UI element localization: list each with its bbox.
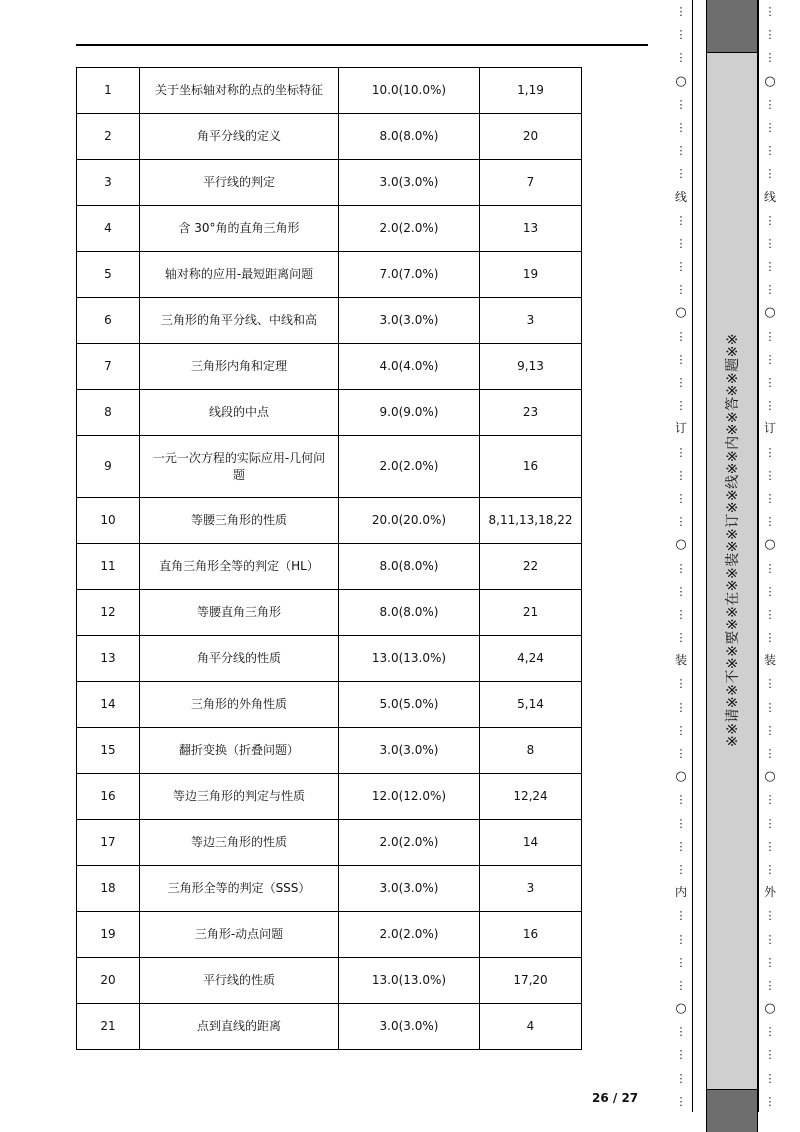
score-cell: 3.0(3.0%)	[339, 298, 480, 344]
row-number-cell: 9	[77, 436, 140, 498]
table-row	[77, 636, 582, 682]
binding-hole-circle: ○	[675, 73, 687, 89]
row-number-cell: 12	[77, 590, 140, 636]
table-row	[77, 820, 582, 866]
table-row	[77, 774, 582, 820]
binding-dot-separator: ⋮	[675, 468, 687, 482]
binding-dot-separator: ⋮	[764, 607, 776, 621]
binding-dot-separator: ⋮	[764, 352, 776, 366]
knowledge-point-cell: 直角三角形全等的判定（HL）	[140, 544, 339, 590]
binding-margin-word: 订	[674, 421, 687, 436]
question-numbers-cell: 23	[480, 390, 582, 436]
score-cell: 9.0(9.0%)	[339, 390, 480, 436]
binding-dot-separator: ⋮	[764, 445, 776, 459]
knowledge-point-cell: 关于坐标轴对称的点的坐标特征	[140, 68, 339, 114]
binding-dot-separator: ⋮	[675, 1025, 687, 1039]
question-numbers-cell: 19	[480, 252, 582, 298]
table-row	[77, 1004, 582, 1050]
binding-dot-separator: ⋮	[675, 445, 687, 459]
score-cell: 3.0(3.0%)	[339, 1004, 480, 1050]
binding-dot-separator: ⋮	[764, 120, 776, 134]
binding-dot-separator: ⋮	[675, 399, 687, 413]
question-numbers-cell: 1,19	[480, 68, 582, 114]
table-row	[77, 866, 582, 912]
question-numbers-cell: 20	[480, 114, 582, 160]
question-numbers-cell: 3	[480, 866, 582, 912]
binding-dot-separator: ⋮	[675, 260, 687, 274]
row-number-cell: 21	[77, 1004, 140, 1050]
binding-dot-separator: ⋮	[675, 28, 687, 42]
binding-dot-separator: ⋮	[764, 5, 776, 18]
row-number-cell: 8	[77, 390, 140, 436]
binding-dot-separator: ⋮	[764, 839, 776, 853]
binding-dot-separator: ⋮	[675, 561, 687, 575]
binding-dot-separator: ⋮	[675, 816, 687, 830]
binding-dot-separator: ⋮	[675, 584, 687, 598]
score-cell: 8.0(8.0%)	[339, 590, 480, 636]
question-numbers-cell: 8	[480, 728, 582, 774]
knowledge-point-cell: 含 30°角的直角三角形	[140, 206, 339, 252]
table-row	[77, 728, 582, 774]
binding-hole-circle: ○	[675, 305, 687, 321]
table-row	[77, 252, 582, 298]
binding-margin-word: 外	[763, 885, 776, 900]
knowledge-point-cell: 平行线的判定	[140, 160, 339, 206]
binding-dot-separator: ⋮	[764, 51, 776, 65]
binding-margin-word: 装	[674, 653, 687, 668]
question-numbers-cell: 4,24	[480, 636, 582, 682]
binding-margin-outer	[758, 0, 781, 1112]
binding-dot-separator: ⋮	[675, 909, 687, 923]
score-cell: 5.0(5.0%)	[339, 682, 480, 728]
score-cell: 12.0(12.0%)	[339, 774, 480, 820]
binding-dot-separator: ⋮	[764, 144, 776, 158]
binding-dot-separator: ⋮	[764, 932, 776, 946]
table-row	[77, 298, 582, 344]
binding-dot-separator: ⋮	[675, 1071, 687, 1085]
binding-dot-separator: ⋮	[764, 515, 776, 529]
row-number-cell: 16	[77, 774, 140, 820]
binding-dot-separator: ⋮	[675, 1094, 687, 1108]
score-cell: 2.0(2.0%)	[339, 436, 480, 498]
table-row	[77, 498, 582, 544]
knowledge-point-cell: 三角形的角平分线、中线和高	[140, 298, 339, 344]
score-cell: 8.0(8.0%)	[339, 114, 480, 160]
binding-dot-separator: ⋮	[675, 932, 687, 946]
knowledge-point-cell: 等边三角形的判定与性质	[140, 774, 339, 820]
row-number-cell: 2	[77, 114, 140, 160]
binding-dot-separator: ⋮	[764, 97, 776, 111]
binding-warning-text: ※※请※※不※※要※※在※※装※※订※※线※※内※※答※※题※※	[725, 332, 741, 748]
row-number-cell: 10	[77, 498, 140, 544]
knowledge-point-cell: 轴对称的应用-最短距离问题	[140, 252, 339, 298]
table-row	[77, 344, 582, 390]
row-number-cell: 11	[77, 544, 140, 590]
binding-hole-circle: ○	[764, 73, 776, 89]
binding-hole-circle: ○	[764, 1001, 776, 1017]
question-numbers-cell: 3	[480, 298, 582, 344]
binding-dot-separator: ⋮	[675, 677, 687, 691]
binding-dot-separator: ⋮	[675, 515, 687, 529]
binding-dot-separator: ⋮	[764, 329, 776, 343]
score-cell: 4.0(4.0%)	[339, 344, 480, 390]
binding-dot-separator: ⋮	[675, 978, 687, 992]
binding-dot-separator: ⋮	[675, 97, 687, 111]
binding-dot-separator: ⋮	[675, 5, 687, 18]
knowledge-point-cell: 角平分线的性质	[140, 636, 339, 682]
binding-dot-separator: ⋮	[764, 978, 776, 992]
binding-hole-circle: ○	[675, 769, 687, 785]
row-number-cell: 14	[77, 682, 140, 728]
score-cell: 2.0(2.0%)	[339, 206, 480, 252]
binding-hole-circle: ○	[675, 537, 687, 553]
binding-dot-separator: ⋮	[764, 793, 776, 807]
binding-dot-separator: ⋮	[764, 584, 776, 598]
question-numbers-cell: 16	[480, 912, 582, 958]
binding-dot-separator: ⋮	[675, 329, 687, 343]
question-numbers-cell: 4	[480, 1004, 582, 1050]
binding-dot-separator: ⋮	[764, 213, 776, 227]
binding-dot-separator: ⋮	[764, 491, 776, 505]
binding-dot-separator: ⋮	[675, 862, 687, 876]
knowledge-point-cell: 一元一次方程的实际应用-几何问题	[140, 436, 339, 498]
binding-margin-word: 订	[763, 421, 776, 436]
question-numbers-cell: 14	[480, 820, 582, 866]
knowledge-point-cell: 三角形-动点问题	[140, 912, 339, 958]
table-row	[77, 206, 582, 252]
score-cell: 8.0(8.0%)	[339, 544, 480, 590]
binding-dot-separator: ⋮	[764, 283, 776, 297]
row-number-cell: 17	[77, 820, 140, 866]
score-cell: 2.0(2.0%)	[339, 912, 480, 958]
question-numbers-cell: 7	[480, 160, 582, 206]
question-numbers-cell: 9,13	[480, 344, 582, 390]
knowledge-point-cell: 翻折变换（折叠问题）	[140, 728, 339, 774]
question-numbers-cell: 17,20	[480, 958, 582, 1004]
binding-hole-circle: ○	[764, 305, 776, 321]
binding-dot-separator: ⋮	[675, 213, 687, 227]
binding-dot-separator: ⋮	[764, 862, 776, 876]
table-row	[77, 390, 582, 436]
row-number-cell: 20	[77, 958, 140, 1004]
binding-dot-separator: ⋮	[675, 167, 687, 181]
knowledge-point-table	[76, 67, 582, 1050]
knowledge-point-cell: 点到直线的距离	[140, 1004, 339, 1050]
binding-dot-separator: ⋮	[764, 376, 776, 389]
row-number-cell: 15	[77, 728, 140, 774]
knowledge-point-cell: 等腰直角三角形	[140, 590, 339, 636]
binding-dot-separator: ⋮	[764, 677, 776, 691]
binding-hole-circle: ○	[675, 1001, 687, 1017]
row-number-cell: 5	[77, 252, 140, 298]
binding-dot-separator: ⋮	[764, 167, 776, 181]
question-numbers-cell: 13	[480, 206, 582, 252]
knowledge-point-cell: 三角形全等的判定（SSS）	[140, 866, 339, 912]
binding-dot-separator: ⋮	[764, 28, 776, 42]
row-number-cell: 1	[77, 68, 140, 114]
binding-dot-separator: ⋮	[764, 700, 776, 714]
question-numbers-cell: 16	[480, 436, 582, 498]
binding-dot-separator: ⋮	[764, 816, 776, 830]
binding-dot-separator: ⋮	[764, 1071, 776, 1085]
binding-dot-separator: ⋮	[764, 399, 776, 413]
binding-dot-separator: ⋮	[764, 1094, 776, 1108]
score-cell: 13.0(13.0%)	[339, 636, 480, 682]
binding-dot-separator: ⋮	[675, 607, 687, 621]
knowledge-point-cell: 角平分线的定义	[140, 114, 339, 160]
binding-dot-separator: ⋮	[764, 468, 776, 482]
table-row	[77, 912, 582, 958]
score-cell: 3.0(3.0%)	[339, 160, 480, 206]
binding-margin-word: 线	[674, 189, 687, 204]
binding-dot-separator: ⋮	[764, 1025, 776, 1039]
table-row	[77, 68, 582, 114]
binding-band-bottom-cap	[707, 1089, 757, 1132]
row-number-cell: 4	[77, 206, 140, 252]
table-row	[77, 682, 582, 728]
knowledge-point-cell: 三角形的外角性质	[140, 682, 339, 728]
row-number-cell: 7	[77, 344, 140, 390]
table-row	[77, 114, 582, 160]
binding-band-top-cap	[707, 0, 757, 53]
row-number-cell: 19	[77, 912, 140, 958]
header-rule	[76, 44, 648, 46]
score-cell: 3.0(3.0%)	[339, 728, 480, 774]
table-row	[77, 590, 582, 636]
binding-dot-separator: ⋮	[764, 723, 776, 737]
binding-dot-separator: ⋮	[675, 120, 687, 134]
binding-dot-separator: ⋮	[675, 700, 687, 714]
binding-band	[706, 0, 758, 1132]
score-cell: 13.0(13.0%)	[339, 958, 480, 1004]
page-number: 26 / 27	[592, 1091, 639, 1105]
binding-margin-word: 线	[763, 189, 776, 204]
row-number-cell: 18	[77, 866, 140, 912]
binding-dot-separator: ⋮	[764, 955, 776, 969]
binding-dot-separator: ⋮	[675, 747, 687, 760]
binding-hole-circle: ○	[764, 537, 776, 553]
binding-dot-separator: ⋮	[675, 352, 687, 366]
row-number-cell: 13	[77, 636, 140, 682]
question-numbers-cell: 12,24	[480, 774, 582, 820]
question-numbers-cell: 8,11,13,18,22	[480, 498, 582, 544]
binding-margin-word: 内	[674, 885, 687, 900]
binding-dot-separator: ⋮	[675, 793, 687, 807]
binding-margin-inner	[670, 0, 693, 1112]
binding-dot-separator: ⋮	[764, 260, 776, 274]
binding-dot-separator: ⋮	[764, 236, 776, 250]
binding-dot-separator: ⋮	[764, 631, 776, 645]
binding-dot-separator: ⋮	[764, 909, 776, 923]
binding-dot-separator: ⋮	[675, 631, 687, 645]
knowledge-point-cell: 平行线的性质	[140, 958, 339, 1004]
binding-dot-separator: ⋮	[675, 51, 687, 65]
score-cell: 20.0(20.0%)	[339, 498, 480, 544]
binding-dot-separator: ⋮	[764, 561, 776, 575]
binding-dot-separator: ⋮	[675, 955, 687, 969]
row-number-cell: 3	[77, 160, 140, 206]
knowledge-point-cell: 等腰三角形的性质	[140, 498, 339, 544]
question-numbers-cell: 21	[480, 590, 582, 636]
table-row	[77, 544, 582, 590]
binding-dot-separator: ⋮	[675, 283, 687, 297]
binding-dot-separator: ⋮	[675, 1048, 687, 1062]
binding-margin-word: 装	[763, 653, 776, 668]
score-cell: 2.0(2.0%)	[339, 820, 480, 866]
score-cell: 10.0(10.0%)	[339, 68, 480, 114]
binding-dot-separator: ⋮	[675, 723, 687, 737]
table-row	[77, 958, 582, 1004]
question-numbers-cell: 5,14	[480, 682, 582, 728]
score-cell: 3.0(3.0%)	[339, 866, 480, 912]
question-numbers-cell: 22	[480, 544, 582, 590]
binding-dot-separator: ⋮	[675, 839, 687, 853]
table-row	[77, 160, 582, 206]
binding-hole-circle: ○	[764, 769, 776, 785]
binding-dot-separator: ⋮	[764, 1048, 776, 1062]
binding-dot-separator: ⋮	[675, 491, 687, 505]
binding-dot-separator: ⋮	[764, 747, 776, 760]
binding-dot-separator: ⋮	[675, 144, 687, 158]
knowledge-point-cell: 线段的中点	[140, 390, 339, 436]
row-number-cell: 6	[77, 298, 140, 344]
knowledge-point-cell: 三角形内角和定理	[140, 344, 339, 390]
table-row	[77, 436, 582, 498]
score-cell: 7.0(7.0%)	[339, 252, 480, 298]
binding-dot-separator: ⋮	[675, 376, 687, 389]
knowledge-point-cell: 等边三角形的性质	[140, 820, 339, 866]
binding-dot-separator: ⋮	[675, 236, 687, 250]
